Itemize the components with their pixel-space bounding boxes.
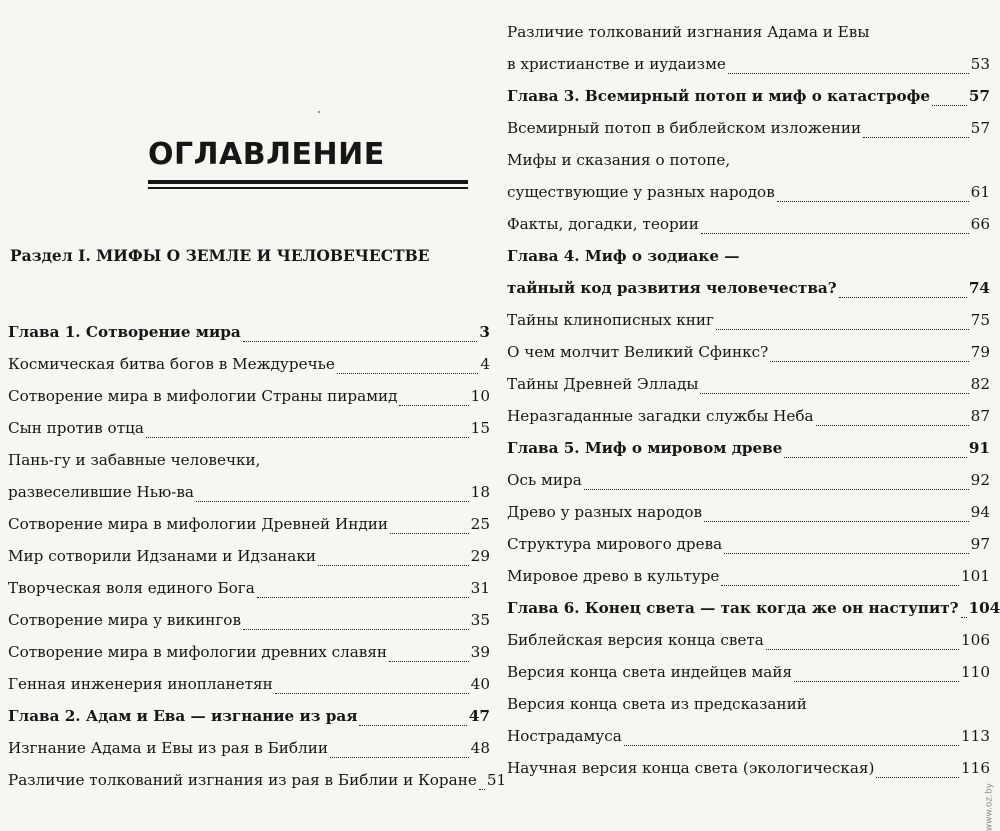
toc-leader-dots	[839, 283, 967, 298]
toc-entry-title: Сотворение мира у викингов	[8, 611, 241, 629]
toc-page-number: 116	[961, 759, 990, 777]
toc-page-number: 87	[970, 407, 990, 425]
toc-leader-dots	[337, 359, 478, 374]
toc-leader-dots	[359, 711, 466, 726]
toc-entry-title: Древо у разных народов	[507, 503, 703, 521]
toc-entry-title: Сотворение мира в мифологии Древней Индии	[8, 515, 388, 533]
toc-page-number: 47	[468, 707, 490, 725]
toc-leader-dots	[784, 443, 967, 458]
toc-entry-title: Различие толкований изгнания из рая в Библии и Коране	[8, 771, 477, 789]
toc-leader-dots	[701, 219, 969, 234]
toc-entry-title: Нострадамуса	[507, 727, 622, 745]
toc-entry	[8, 758, 507, 790]
toc-page-number: 101	[961, 567, 990, 585]
toc-entry-title: Сын против отца	[8, 419, 144, 437]
toc-leader-dots	[932, 91, 967, 106]
toc-column-right	[507, 10, 1000, 778]
toc-leader-dots	[243, 327, 478, 342]
toc-page-number: 51	[486, 771, 507, 789]
toc-entry	[507, 234, 990, 266]
toc-entry	[507, 490, 990, 522]
toc-leader-dots	[704, 507, 969, 522]
toc-leader-dots	[700, 379, 968, 394]
toc-page-number: 3	[479, 323, 490, 341]
toc-entry	[507, 554, 990, 586]
toc-page-number: 25	[470, 515, 490, 533]
toc-entry	[507, 202, 990, 234]
toc-entry-title: Факты, догадки, теории	[507, 215, 699, 233]
toc-entry	[8, 726, 490, 758]
toc-leader-dots	[262, 456, 488, 470]
toc-page-number: 97	[970, 535, 990, 553]
toc-entry-title: Мифы и сказания о потопе,	[507, 151, 731, 169]
toc-entry	[507, 650, 990, 682]
toc-entry-title: Мировое древо в культуре	[507, 567, 720, 585]
toc-entry	[8, 470, 490, 502]
toc-entry-title: Версия конца света индейцев майя	[507, 663, 793, 681]
toc-leader-dots	[389, 647, 469, 662]
toc-page-number: 18	[470, 483, 490, 501]
toc-entry-title: тайный код развития человечества?	[507, 279, 837, 297]
toc-page-number: 106	[961, 631, 990, 649]
toc-entry	[8, 342, 490, 374]
toc-leader-dots	[624, 731, 959, 746]
toc-entry-title: Научная версия конца света (экологическая)	[507, 759, 875, 777]
toc-leader-dots	[584, 475, 969, 490]
toc-page-number: 57	[970, 119, 990, 137]
toc-entry	[507, 394, 990, 426]
toc-leader-dots	[196, 487, 469, 502]
toc-leader-dots	[770, 347, 968, 362]
toc-page-number: 79	[970, 343, 990, 361]
toc-entry	[507, 714, 990, 746]
speck	[318, 111, 320, 113]
toc-entry	[507, 138, 990, 170]
toc-entry	[507, 362, 990, 394]
toc-entry-title: Тайны клинописных книг	[507, 311, 714, 329]
toc-entry	[8, 598, 490, 630]
toc-entry-title: развеселившие Нью-ва	[8, 483, 194, 501]
toc-page-number: 40	[470, 675, 490, 693]
toc-leader-dots	[876, 763, 959, 778]
toc-page-number: 35	[470, 611, 490, 629]
toc-entry-title: Глава 4. Миф о зодиаке —	[507, 247, 740, 265]
toc-entry	[507, 522, 990, 554]
toc-entry	[507, 106, 990, 138]
toc-entry-title: Сотворение мира в мифологии древних славян	[8, 643, 388, 661]
toc-entry-title: Всемирный потоп в библейском изложении	[507, 119, 862, 137]
toc-leader-dots	[146, 423, 469, 438]
toc-leader-dots	[816, 411, 969, 426]
toc-entry	[507, 74, 990, 106]
toc-leader-dots	[863, 123, 969, 138]
toc-entry-title: Глава 1. Сотворение мира	[8, 323, 241, 341]
toc-entry-title: Сотворение мира в мифологии Страны пирамид	[8, 387, 398, 405]
toc-page-number: 61	[970, 183, 990, 201]
toc-entry	[507, 42, 990, 74]
toc-entry-title: Космическая битва богов в Междуречье	[8, 355, 335, 373]
toc-entry-title: Глава 6. Конец света — так когда же он наступит?	[507, 599, 959, 617]
toc-leader-dots	[728, 59, 969, 74]
toc-page-number: 74	[968, 279, 990, 297]
toc-leader-dots	[275, 679, 469, 694]
toc-entry	[507, 170, 990, 202]
toc-entry-title: Ось мира	[507, 471, 582, 489]
toc-leader-dots	[777, 187, 969, 202]
toc-page-number: 57	[968, 87, 990, 105]
toc-leader-dots	[318, 551, 469, 566]
toc-leader-dots	[742, 252, 989, 266]
toc-entry	[8, 502, 490, 534]
toc-page-number: 29	[470, 547, 490, 565]
heading-rule-thin	[148, 187, 468, 189]
toc-entry	[507, 682, 990, 714]
heading-rule-thick	[148, 180, 468, 184]
toc-page-number: 91	[968, 439, 990, 457]
toc-leader-dots	[732, 156, 988, 170]
toc-entry-title: Изгнание Адама и Евы из рая в Библии	[8, 739, 328, 757]
toc-leader-dots	[809, 700, 988, 714]
toc-entry	[507, 618, 990, 650]
toc-page-number: 15	[470, 419, 490, 437]
toc-heading: ОГЛАВЛЕНИЕ	[148, 137, 385, 172]
toc-page-number: 113	[961, 727, 990, 745]
toc-entry	[507, 298, 990, 330]
toc-entry-title: Тайны Древней Эллады	[507, 375, 699, 393]
toc-leader-dots	[330, 743, 469, 758]
toc-entry	[8, 630, 490, 662]
toc-entry	[507, 10, 990, 42]
toc-page-number: 94	[970, 503, 990, 521]
toc-leader-dots	[721, 571, 959, 586]
toc-page-number: 75	[970, 311, 990, 329]
toc-page-number: 48	[470, 739, 490, 757]
toc-entry-title: Библейская версия конца света	[507, 631, 764, 649]
toc-entry-title: Версия конца света из предсказаний	[507, 695, 807, 713]
toc-leader-dots	[794, 667, 959, 682]
section-title: Раздел I. МИФЫ О ЗЕМЛЕ И ЧЕЛОВЕЧЕСТВЕ	[10, 246, 430, 265]
toc-entry-title: Структура мирового древа	[507, 535, 723, 553]
toc-leader-dots	[399, 391, 468, 406]
toc-page-number: 39	[470, 643, 490, 661]
toc-entry-title: Творческая воля единого Бога	[8, 579, 255, 597]
toc-page-number: 110	[961, 663, 990, 681]
toc-page-number: 4	[480, 355, 490, 373]
toc-entry	[8, 534, 490, 566]
toc-leader-dots	[243, 615, 469, 630]
toc-entry-title: Генная инженерия инопланетян	[8, 675, 273, 693]
toc-entry-title: Пань-гу и забавные человечки,	[8, 451, 261, 469]
toc-leader-dots	[766, 635, 959, 650]
toc-leader-dots	[724, 539, 968, 554]
toc-entry-title: О чем молчит Великий Сфинкс?	[507, 343, 769, 361]
toc-leader-dots	[871, 28, 988, 42]
toc-entry-title: Различие толкований изгнания Адама и Евы	[507, 23, 870, 41]
toc-leader-dots	[390, 519, 469, 534]
toc-column-left	[8, 310, 507, 790]
toc-page-number: 53	[970, 55, 990, 73]
toc-entry	[8, 310, 490, 342]
toc-entry-title: Глава 5. Миф о мировом древе	[507, 439, 783, 457]
watermark: www.oz.by	[984, 783, 994, 831]
toc-entry	[8, 694, 490, 726]
toc-entry-title: Глава 2. Адам и Ева — изгнание из рая	[8, 707, 358, 725]
toc-page-number: 31	[470, 579, 490, 597]
toc-leader-dots	[257, 583, 469, 598]
toc-entry	[8, 566, 490, 598]
toc-page-number: 104	[968, 599, 1000, 617]
toc-leader-dots	[961, 603, 967, 618]
toc-entry	[8, 438, 490, 470]
toc-entry	[507, 458, 990, 490]
toc-page-number: 10	[470, 387, 490, 405]
toc-entry-title: в христианстве и иудаизме	[507, 55, 726, 73]
toc-page-number: 82	[970, 375, 990, 393]
toc-leader-dots	[716, 315, 969, 330]
toc-page-number: 66	[970, 215, 990, 233]
toc-entry	[8, 662, 490, 694]
toc-entry	[8, 406, 490, 438]
toc-page-number: 92	[970, 471, 990, 489]
toc-entry-title: Мир сотворили Идзанами и Идзанаки	[8, 547, 316, 565]
toc-entry	[507, 330, 990, 362]
toc-entry-title: Неразгаданные загадки службы Неба	[507, 407, 814, 425]
toc-entry	[507, 426, 990, 458]
toc-entry	[507, 586, 1000, 618]
toc-entry-title: Глава 3. Всемирный потоп и миф о катастрофе	[507, 87, 931, 105]
toc-leader-dots	[479, 775, 485, 790]
toc-entry-title: существующие у разных народов	[507, 183, 775, 201]
toc-entry	[507, 266, 990, 298]
toc-entry	[507, 746, 990, 778]
toc-entry	[8, 374, 490, 406]
